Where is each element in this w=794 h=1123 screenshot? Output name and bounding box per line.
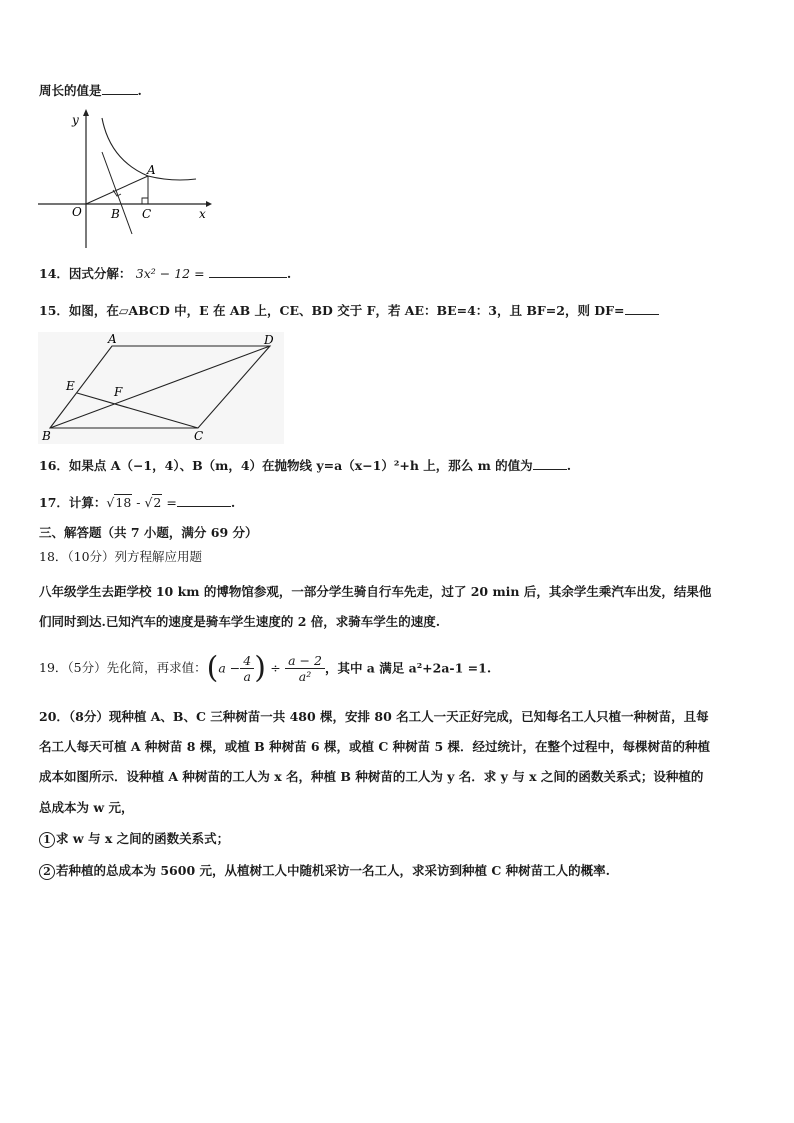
q19-fraction-1 xyxy=(240,653,254,684)
q13-tail xyxy=(39,82,142,100)
question-19 xyxy=(39,650,491,690)
denominator-1: a xyxy=(243,669,251,684)
question-14 xyxy=(39,265,291,283)
q14-expression: 3x² − 12 = xyxy=(135,266,205,281)
answer-blank xyxy=(625,302,659,315)
q20-subquestion-1 xyxy=(39,830,229,848)
label-E: E xyxy=(66,379,75,393)
minus-sign: - xyxy=(132,495,145,510)
q18-heading: 18．（10分）列方程解应用题 xyxy=(39,549,203,564)
figure-background xyxy=(38,332,284,444)
q16-end: . xyxy=(566,458,572,473)
x-axis-arrow-icon xyxy=(206,201,212,207)
q20-line-3: 成本如图所示．设种植 A 种树苗的工人为 x 名，种植 B 种树苗的工人为 y 名．求 y 与 x 之间的函数关系式；设种植的 xyxy=(39,769,704,784)
q19-term-a: a − xyxy=(218,660,241,676)
q16-text: 16．如果点 A（−1，4）、B（m，4）在抛物线 y=a（x−1）²+h 上，那么 m 的值为 xyxy=(39,458,533,473)
q19-fraction-2 xyxy=(285,653,325,684)
paren-right: ) xyxy=(254,650,266,686)
section-3-heading: 三、解答题（共 7 小题，满分 69 分） xyxy=(39,525,258,540)
label-D: D xyxy=(264,333,274,347)
q17-end: . xyxy=(230,495,236,510)
numerator-2: a − 2 xyxy=(285,653,325,669)
question-17 xyxy=(39,494,235,512)
q20-sub-2-text: 若种植的总成本为 5600 元，从植树工人中随机采访一名工人，求采访到种植 C 种树苗工人的概率. xyxy=(56,863,610,878)
q15-figure xyxy=(38,332,284,444)
answer-blank xyxy=(209,265,287,278)
equals-sign: = xyxy=(162,495,177,510)
answer-blank xyxy=(102,82,138,95)
label-O: O xyxy=(72,205,82,219)
label-C: C xyxy=(142,207,152,221)
label-B: B xyxy=(42,429,51,443)
q17-expression: √18 - √2 = xyxy=(106,495,177,510)
label-A: A xyxy=(147,163,156,177)
radicand-1: 18 xyxy=(115,495,132,510)
label-y: y xyxy=(72,113,79,127)
q14-label: 14．因式分解： xyxy=(39,266,132,281)
q20-line-2: 名工人每天可植 A 种树苗 8 棵，或植 B 种树苗 6 棵，或植 C 种树苗 5 棵．经过统计，在整个过程中，每棵树苗的种植 xyxy=(39,739,711,754)
numerator-1: 4 xyxy=(240,653,254,669)
q18-line-1: 八年级学生去距学校 10 km 的博物馆参观，一部分学生骑自行车先走，过了 20 min 后，其余学生乘汽车出发，结果他 xyxy=(39,584,712,599)
right-angle-mark xyxy=(142,198,148,204)
q17-label: 17．计算： xyxy=(39,495,107,510)
y-axis-arrow-icon xyxy=(83,109,89,116)
radicand-2: 2 xyxy=(153,495,162,510)
label-B: B xyxy=(111,207,120,221)
label-x: x xyxy=(199,207,206,221)
q13-text: 周长的值是 xyxy=(39,83,102,98)
answer-blank xyxy=(177,494,231,507)
circle-number-2: 2 xyxy=(39,864,55,880)
q20-sub-1-text: 求 w 与 x 之间的函数关系式； xyxy=(56,831,230,846)
q19-condition: ，其中 a 满足 a²+2a-1 =1. xyxy=(324,660,492,676)
q14-end: . xyxy=(286,266,292,281)
label-F: F xyxy=(114,385,123,399)
question-15 xyxy=(39,302,659,320)
q15-text: 15．如图，在▱ABCD 中，E 在 AB 上，CE、BD 交于 F，若 AE：BE=4：3，且 BF=2，则 DF= xyxy=(39,303,625,318)
circle-number-1: 1 xyxy=(39,832,55,848)
q20-line-1: 20．（8分）现种植 A、B、C 三种树苗一共 480 棵，安排 80 名工人一天正好完成，已知每名工人只植一种树苗，且每 xyxy=(39,709,709,724)
q13-end: . xyxy=(137,83,142,98)
question-16 xyxy=(39,457,571,475)
segment-OA xyxy=(86,176,148,204)
label-A: A xyxy=(108,332,117,346)
denominator-2: a² xyxy=(298,669,312,684)
q19-label: 19．（5分）先化简，再求值： xyxy=(39,660,207,675)
answer-blank xyxy=(533,457,567,470)
q13-figure xyxy=(34,108,214,250)
paren-left: ( xyxy=(206,650,219,686)
q18-line-2: 们同时到达.已知汽车的速度是骑车学生速度的 2 倍，求骑车学生的速度. xyxy=(39,614,441,629)
q20-line-4: 总成本为 w 元， xyxy=(39,800,134,815)
q20-subquestion-2 xyxy=(39,862,610,880)
label-C: C xyxy=(194,429,204,443)
divide-sign: ÷ xyxy=(270,660,281,676)
